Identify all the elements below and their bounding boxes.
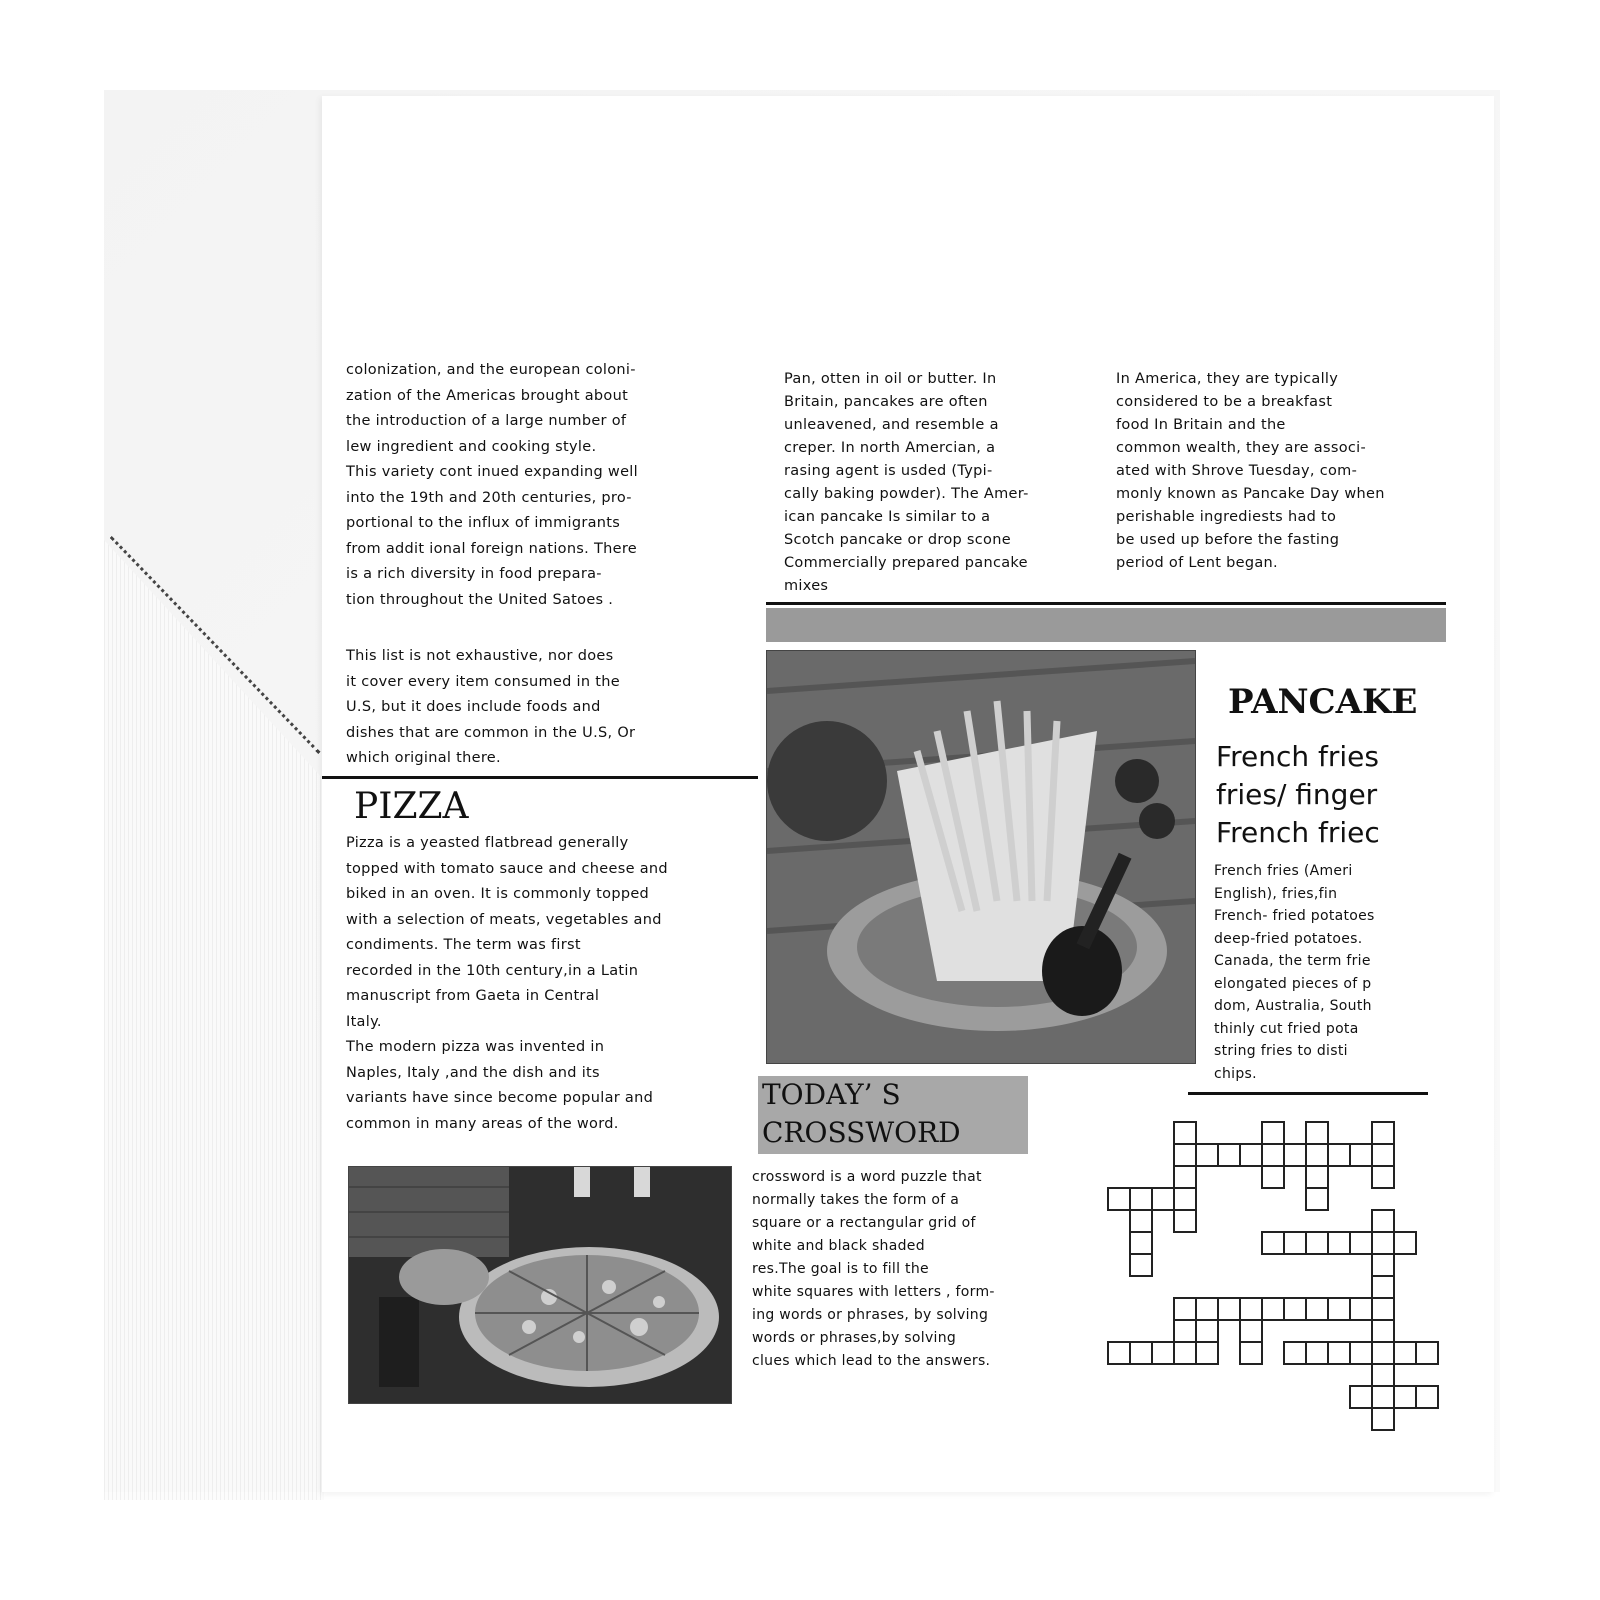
crossword-cell: [1328, 1342, 1350, 1364]
pizza-top-rule: [322, 776, 758, 779]
crossword-cell: [1328, 1144, 1350, 1166]
crossword-cell: [1328, 1298, 1350, 1320]
crossword-cell: [1306, 1166, 1328, 1188]
crossword-cell: [1372, 1342, 1394, 1364]
crossword-cell: [1174, 1298, 1196, 1320]
crossword-cell: [1218, 1144, 1240, 1166]
crossword-cell: [1152, 1188, 1174, 1210]
crossword-cell: [1372, 1144, 1394, 1166]
crossword-cell: [1152, 1342, 1174, 1364]
crossword-cell: [1350, 1144, 1372, 1166]
crossword-cell: [1196, 1298, 1218, 1320]
crossword-cell: [1350, 1342, 1372, 1364]
crossword-cell: [1174, 1144, 1196, 1166]
crossword-cell: [1394, 1386, 1416, 1408]
crossword-cell: [1394, 1232, 1416, 1254]
crossword-cell: [1196, 1144, 1218, 1166]
pancake-subhead-2: fries/ finger: [1216, 778, 1378, 811]
gray-banner: [766, 608, 1446, 642]
crossword-cell: [1416, 1342, 1438, 1364]
mid-top-rule: [766, 602, 1446, 605]
crossword-cell: [1372, 1166, 1394, 1188]
crossword-cell: [1196, 1320, 1218, 1342]
fries-photo-art: [767, 651, 1195, 1063]
crossword-cell: [1108, 1188, 1130, 1210]
crossword-cell: [1372, 1408, 1394, 1430]
pancake-body: French fries (Ameri English), fries,fin French- fried potatoes deep-fried potatoes. Canada, the term frie elongated pieces of p dom, Australia, South thinly cut fried pota string fries to disti chips.: [1214, 863, 1375, 1082]
crossword-heading-line2: CROSSWORD: [762, 1116, 961, 1149]
crossword-cell: [1416, 1386, 1438, 1408]
crossword-cell: [1306, 1232, 1328, 1254]
crossword-grid-art: [1098, 1112, 1488, 1442]
crossword-cell: [1284, 1298, 1306, 1320]
crossword-cell: [1262, 1166, 1284, 1188]
pancake-subhead-1: French fries: [1216, 740, 1379, 773]
crossword-cell: [1350, 1298, 1372, 1320]
crossword-cell: [1394, 1342, 1416, 1364]
pizza-photo-art: [349, 1167, 731, 1403]
crossword-cell: [1174, 1188, 1196, 1210]
crossword-heading-line1: TODAY’ S: [762, 1078, 901, 1111]
pizza-body: Pizza is a yeasted flatbread generally topped with tomato sauce and cheese and biked in an oven. It is commonly topped with a selection of meats, vegetables and condiments. The term was first recorded in the 10th century,in a Latin manuscript from Gaeta in Central Italy. The modern pizza was invented in Naples, Italy ,and the dish and its variants have since become popular and common in many areas of the word.: [346, 835, 668, 1132]
crossword-cell: [1108, 1342, 1130, 1364]
crossword-cell: [1284, 1232, 1306, 1254]
article-col3-top: In America, they are typically considered to be a breakfast food In Britain and the common wealth, they are associ- ated with Shrove Tuesday, com- monly known as Pancake Day when perishable ingrediests had to be used up before the fasting period of Lent began.: [1116, 371, 1385, 571]
article-col2-top: Pan, otten in oil or butter. In Britain, pancakes are often unleavened, and resemble a creper. In north Amercian, a rasing agent is usded (Typi- cally baking powder). The Amer- ican pancake Is similar to a Scotch pancake or drop scone Commercially prepared pancake mixes: [784, 371, 1029, 594]
pizza-heading: PIZZA: [354, 786, 469, 827]
crossword-cell: [1350, 1386, 1372, 1408]
crossword-cell: [1306, 1188, 1328, 1210]
newspaper-sheet: [322, 96, 1494, 1492]
crossword-cell: [1372, 1232, 1394, 1254]
crossword-cell: [1372, 1364, 1394, 1386]
crossword-cell: [1306, 1144, 1328, 1166]
crossword-cell: [1306, 1342, 1328, 1364]
crossword-cell: [1130, 1188, 1152, 1210]
crossword-grid: [1098, 1112, 1488, 1442]
crossword-cell: [1174, 1320, 1196, 1342]
crossword-cell: [1306, 1122, 1328, 1144]
crossword-cell: [1372, 1276, 1394, 1298]
crossword-cell: [1262, 1144, 1284, 1166]
crossword-cell: [1130, 1232, 1152, 1254]
crossword-cell: [1240, 1298, 1262, 1320]
crossword-cell: [1372, 1298, 1394, 1320]
crossword-cell: [1262, 1122, 1284, 1144]
crossword-cell: [1372, 1210, 1394, 1232]
crossword-cell: [1130, 1254, 1152, 1276]
crossword-cell: [1262, 1232, 1284, 1254]
crossword-cell: [1240, 1342, 1262, 1364]
crossword-cell: [1262, 1298, 1284, 1320]
crossword-cell: [1372, 1122, 1394, 1144]
crossword-cell: [1130, 1210, 1152, 1232]
crossword-cell: [1196, 1342, 1218, 1364]
crossword-cell: [1372, 1254, 1394, 1276]
crossword-cell: [1174, 1166, 1196, 1188]
crossword-body: crossword is a word puzzle that normally takes the form of a square or a rectangular grid of white and black shaded res.The goal is to fill the white squares with letters , form- ing words or phrases, by solving words or phrases,by solving clues which lead to the answers.: [752, 1169, 995, 1369]
crossword-cell: [1284, 1342, 1306, 1364]
crossword-top-rule: [1188, 1092, 1428, 1095]
crossword-cell: [1218, 1298, 1240, 1320]
article-col1-top: colonization, and the european coloni- zation of the Americas brought about the introduction of a large number of lew ingredient and cooking style. This variety cont inued expanding well into the 19th and 20th centuries, pro- portional to the influx of immigrants from addit ional foreign nations. There is a rich diversity in food prepara- tion throughout the United Satoes .: [346, 362, 638, 608]
crossword-cell: [1306, 1298, 1328, 1320]
crossword-cell: [1174, 1342, 1196, 1364]
crossword-cell: [1240, 1320, 1262, 1342]
crossword-cell: [1328, 1232, 1350, 1254]
crossword-cell: [1240, 1144, 1262, 1166]
crossword-cell: [1174, 1122, 1196, 1144]
crossword-cell: [1372, 1386, 1394, 1408]
crossword-cell: [1284, 1144, 1306, 1166]
crossword-cell: [1372, 1320, 1394, 1342]
crossword-cell: [1130, 1342, 1152, 1364]
pancake-subhead-3: French friec: [1216, 816, 1380, 849]
pancake-heading: PANCAKE: [1228, 682, 1418, 722]
crossword-cell: [1350, 1232, 1372, 1254]
pizza-photo: [348, 1166, 732, 1404]
article-col1-list: This list is not exhaustive, nor does it cover every item consumed in the U.S, but it does include foods and dishes that are common in the U.S, Or which original there.: [346, 648, 636, 766]
french-fries-photo: [766, 650, 1196, 1064]
crossword-cell: [1174, 1210, 1196, 1232]
